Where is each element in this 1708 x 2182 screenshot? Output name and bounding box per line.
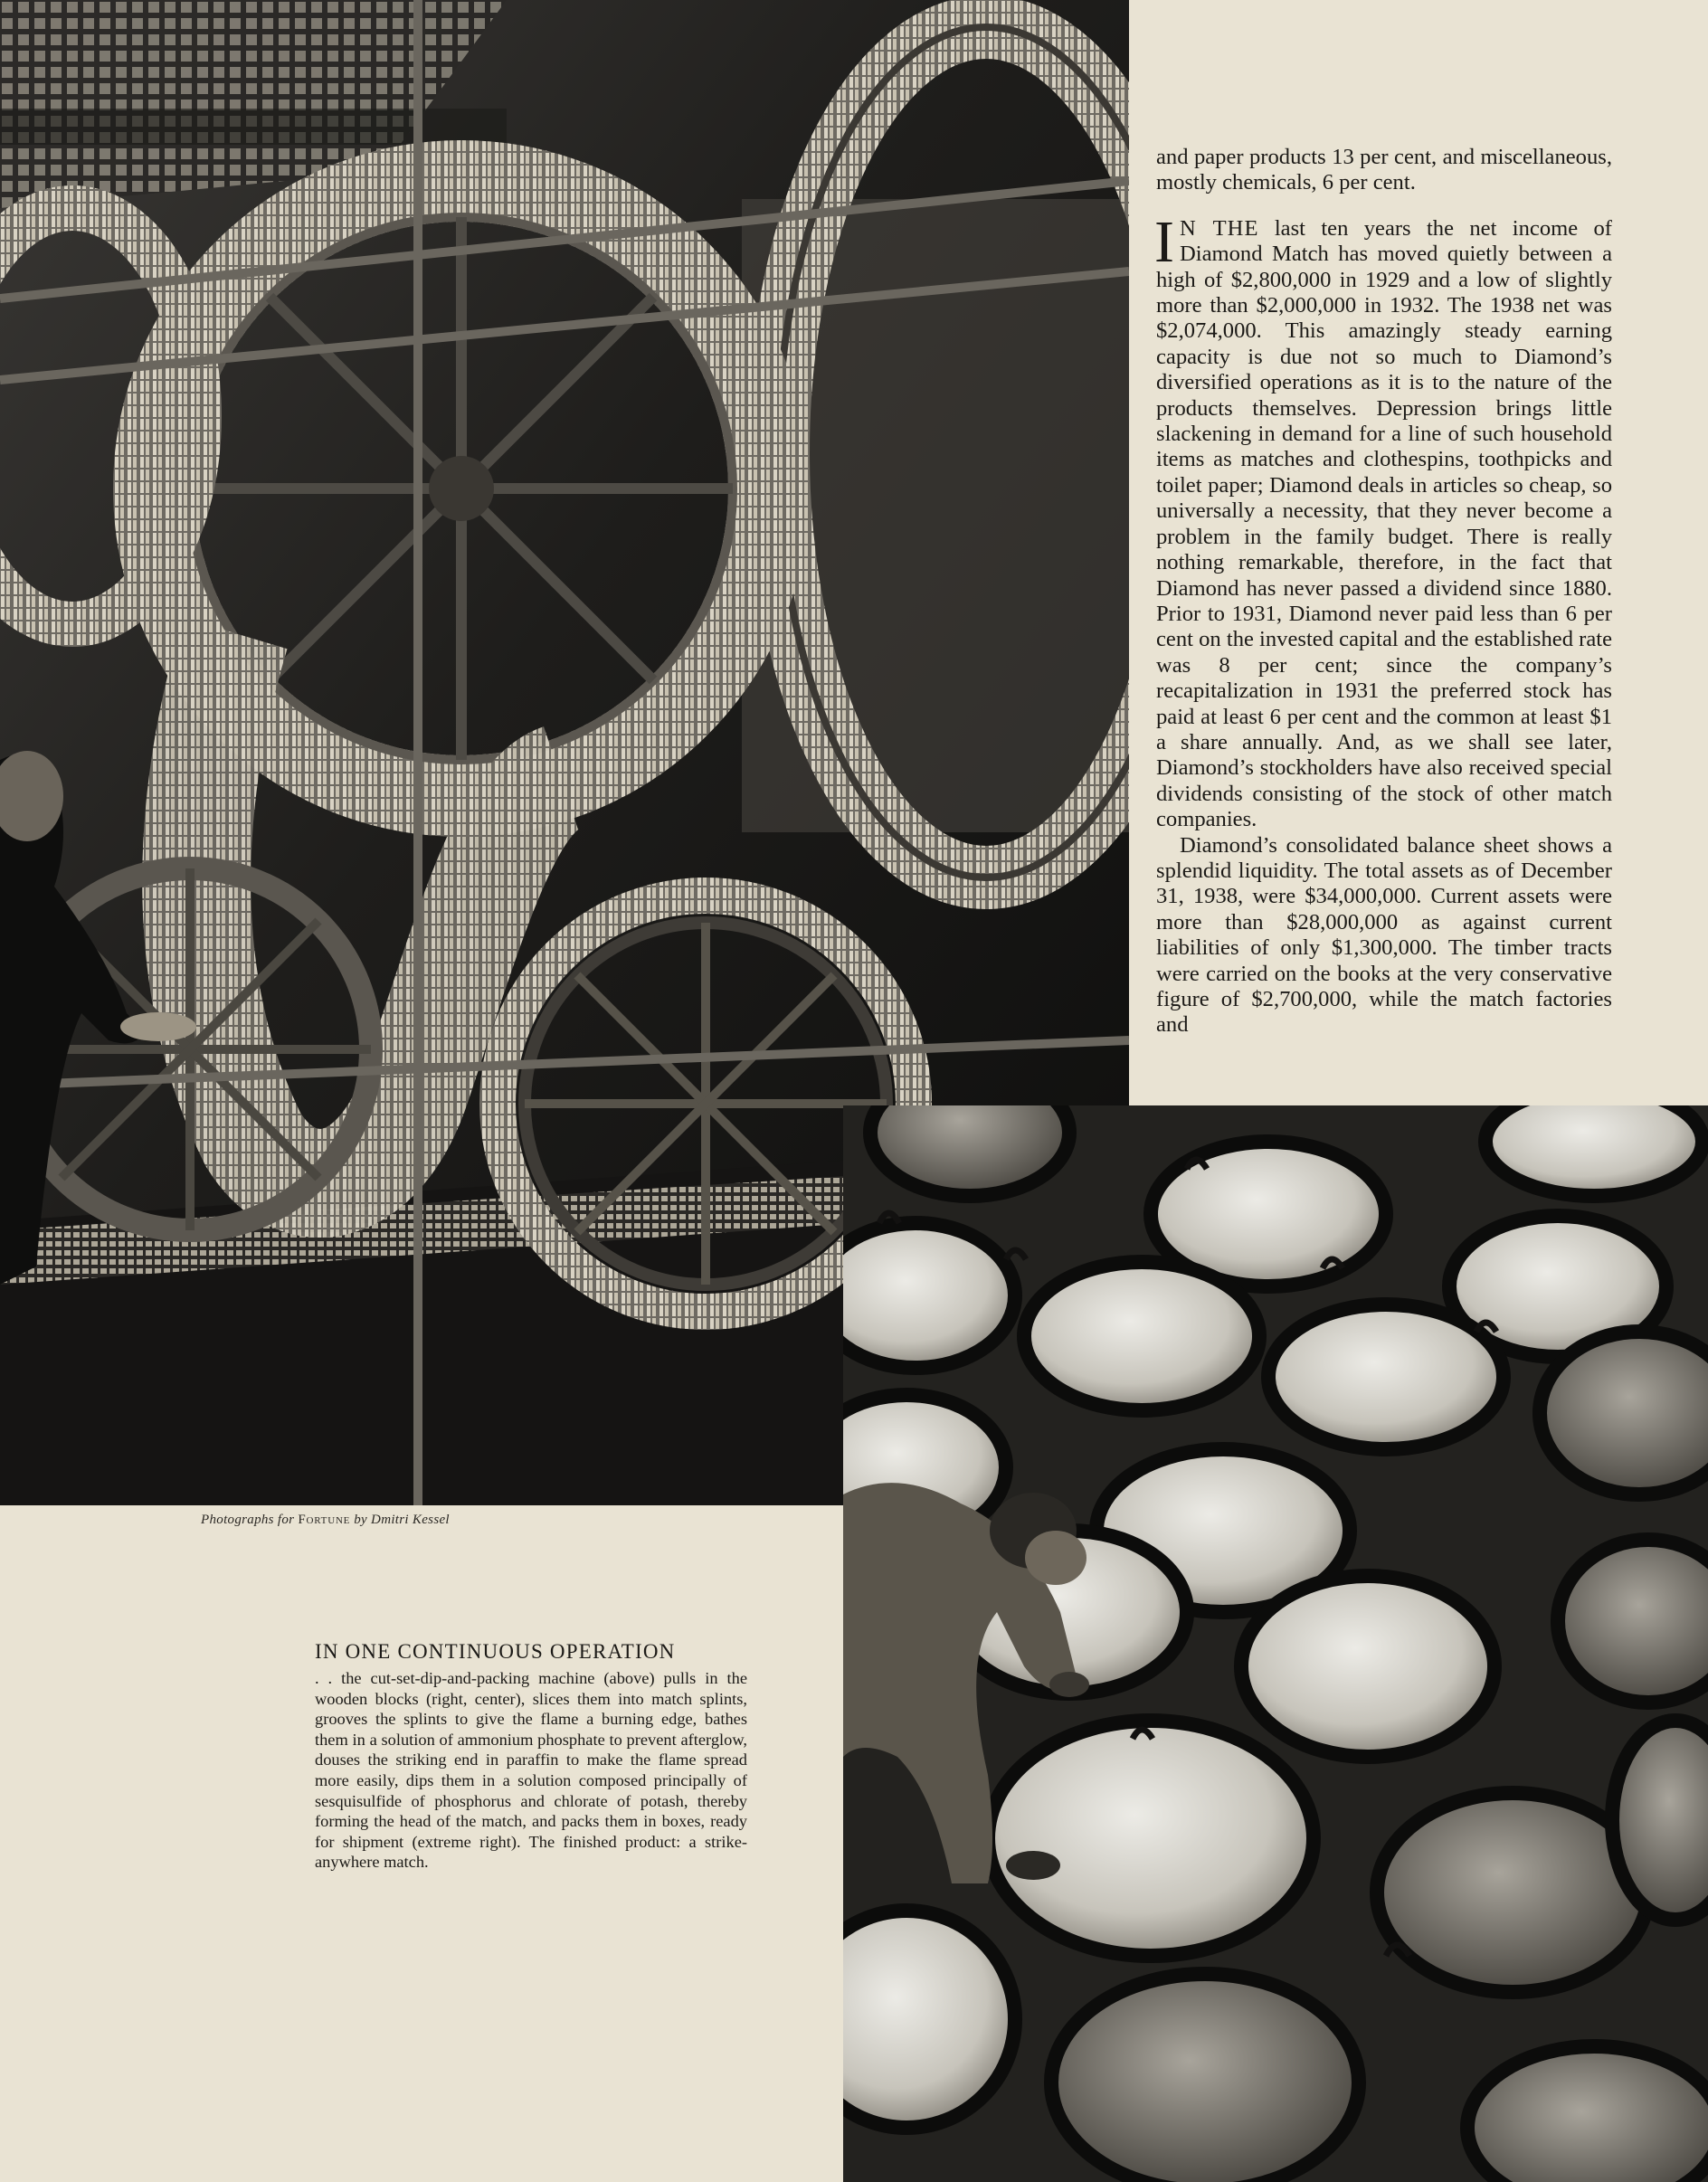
photo-credit — [201, 1513, 581, 1528]
chemical-vats-illustration — [843, 1105, 1708, 2182]
caption-body: . . the cut-set-dip-and-packing machine (above) pulls in the wooden blocks (right, center), slices them into match splints, grooves the splints to give the flame a burning edge, bathes them in a solution of ammonium phosphate to prevent afterglow, douses the striking end in paraffin to make the flame spread more easily, dips them in a solution composed principally of sesquisulfide of phosphorus and chlorate of potash, thereby forming the head of the match, and packs them in boxes, ready for shipment (extreme right). The finished product: a strike-anywhere match. — [315, 1669, 747, 1872]
credit-prefix: Photographs for — [201, 1513, 299, 1527]
article-paragraph-2: Diamond’s consolidated balance sheet shows a splendid liquidity. The total assets as of December 31, 1938, were $34,000,000. Current assets were more than $28,000,000 as against current liabilities of only $1,300,000. The timber tracts were carried on the books at the very conservative figure of $2,700,000, while the match factories and — [1156, 832, 1612, 1038]
credit-magazine: Fortune — [298, 1513, 351, 1527]
photo-caption — [315, 1639, 747, 1873]
chemical-vats-photo — [843, 1105, 1708, 2182]
credit-suffix: by Dmitri Kessel — [350, 1513, 450, 1527]
caption-heading: IN ONE CONTINUOUS OPERATION — [315, 1640, 676, 1663]
lead-in-caps: N THE — [1179, 215, 1259, 241]
article-paragraph-1 — [1154, 208, 1612, 833]
article-paragraph-1-text: last ten years the net income of Diamond Match has moved quietly between a high of $2,800,000 in 1929 and a low of slightly more than $2,000,000 in 1932. The 1938 net was $2,074,000. This amazingly steady earning capacity is due not so much to Diamond’s diversified operations as it is to the nature of the products themselves. Depression brings little slackening in demand for a line of such household items as matches and clothespins, toothpicks and toilet paper; Diamond deals in articles so cheap, so universally a necessity, that they never become a problem in the family budget. There is really nothing remarkable, therefore, in the fact that Diamond has never passed a dividend since 1880. Prior to 1931, Diamond never paid less than 6 per cent on the invested capital and the established rate was 8 per cent; since the company’s recapitalization in 1931 the preferred stock has paid at least 6 per cent and the common at least $1 a share annually. And, as we shall see later, Diamond’s stockholders have also received special dividends consisting of the stock of other match companies. — [1156, 215, 1612, 832]
article-column — [1156, 145, 1612, 1039]
article-continuation: and paper products 13 per cent, and miscellaneous, mostly chemicals, 6 per cent. — [1156, 145, 1612, 195]
drop-cap: I — [1154, 208, 1174, 275]
